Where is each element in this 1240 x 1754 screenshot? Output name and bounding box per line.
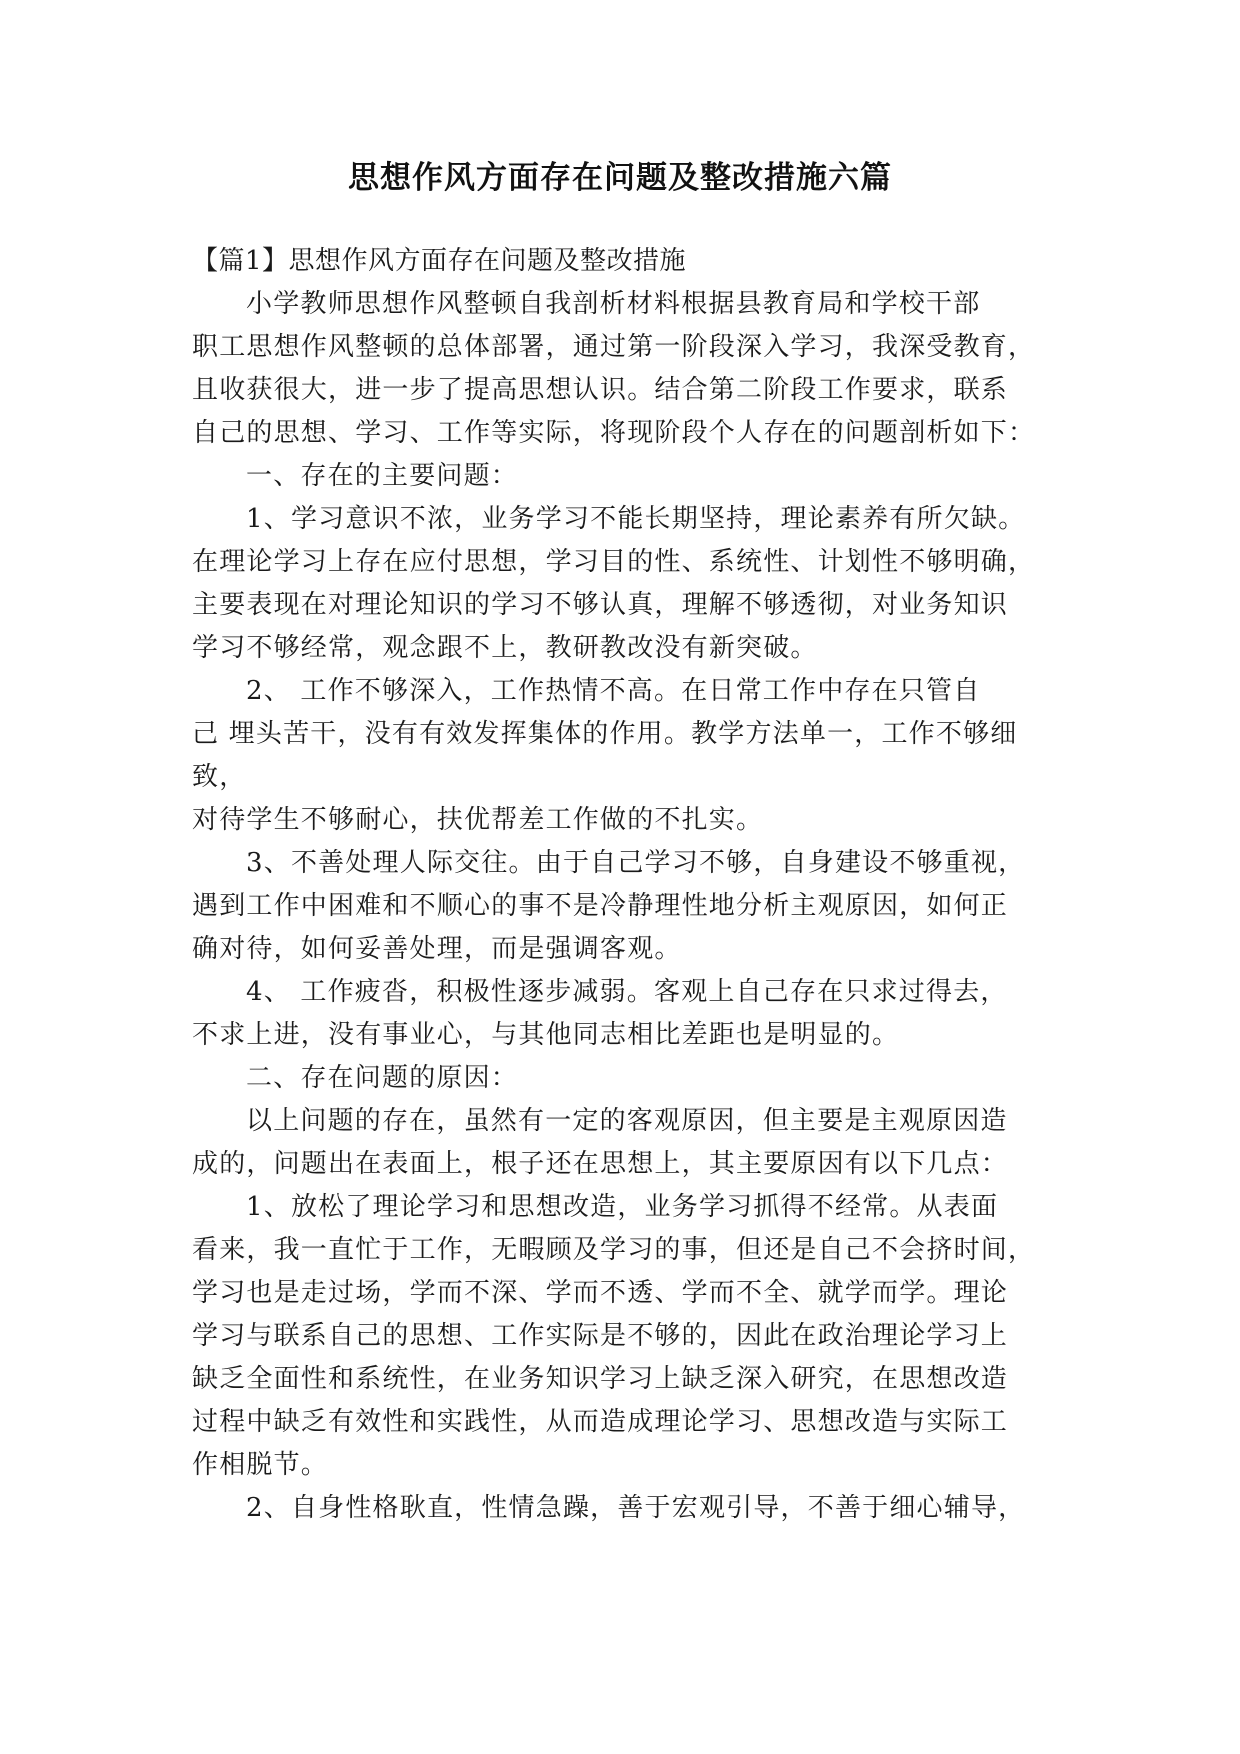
body-text-line: 3、不善处理人际交往。由于自己学习不够，自身建设不够重视， xyxy=(246,848,1026,878)
body-text-line: 看来，我一直忙于工作，无暇顾及学习的事，但还是自己不会挤时间， xyxy=(192,1235,1036,1265)
document-body xyxy=(192,240,1060,1530)
body-text-line: 一、存在的主要问题： xyxy=(246,461,519,491)
body-text-line: 不求上进，没有事业心，与其他同志相比差距也是明显的。 xyxy=(192,1020,900,1050)
document-title: 思想作风方面存在问题及整改措施六篇 xyxy=(348,160,892,196)
body-text-line: 作相脱节。 xyxy=(192,1450,329,1480)
body-text-line: 1、学习意识不浓，业务学习不能长期坚持，理论素养有所欠缺。 xyxy=(246,504,1026,534)
body-text-line: 二、存在问题的原因： xyxy=(246,1063,519,1093)
body-text-line: 致， xyxy=(192,762,247,792)
body-text-line: 2、 工作不够深入，工作热情不高。在日常工作中存在只管自 xyxy=(246,676,981,706)
body-text-line: 学习也是走过场，学而不深、学而不透、学而不全、就学而学。理论 xyxy=(192,1278,1009,1308)
body-text-line: 且收获很大，进一步了提高思想认识。结合第二阶段工作要求，联系 xyxy=(192,375,1009,405)
section-heading: 【篇1】思想作风方面存在问题及整改措施 xyxy=(192,246,687,276)
body-text-line: 缺乏全面性和系统性，在业务知识学习上缺乏深入研究，在思想改造 xyxy=(192,1364,1009,1394)
body-text-line: 以上问题的存在，虽然有一定的客观原因，但主要是主观原因造 xyxy=(246,1106,1008,1136)
body-text-line: 确对待，如何妥善处理，而是强调客观。 xyxy=(192,934,682,964)
body-text-line: 学习不够经常，观念跟不上，教研教改没有新突破。 xyxy=(192,633,818,663)
body-text-line: 成的，问题出在表面上，根子还在思想上，其主要原因有以下几点： xyxy=(192,1149,1009,1179)
body-text-line: 学习与联系自己的思想、工作实际是不够的，因此在政治理论学习上 xyxy=(192,1321,1009,1351)
body-text-line: 1、放松了理论学习和思想改造，业务学习抓得不经常。从表面 xyxy=(246,1192,999,1222)
body-text-line: 主要表现在对理论知识的学习不够认真，理解不够透彻，对业务知识 xyxy=(192,590,1009,620)
body-text-line: 遇到工作中困难和不顺心的事不是冷静理性地分析主观原因，如何正 xyxy=(192,891,1009,921)
body-text-line: 4、 工作疲沓，积极性逐步减弱。客观上自己存在只求过得去， xyxy=(246,977,1008,1007)
body-text-line: 2、自身性格耿直，性情急躁，善于宏观引导，不善于细心辅导， xyxy=(246,1493,1026,1523)
body-text-line: 职工思想作风整顿的总体部署，通过第一阶段深入学习，我深受教育， xyxy=(192,332,1036,362)
body-text-line: 在理论学习上存在应付思想，学习目的性、系统性、计划性不够明确， xyxy=(192,547,1036,577)
body-text-line: 对待学生不够耐心，扶优帮差工作做的不扎实。 xyxy=(192,805,764,835)
body-text-line: 己 埋头苦干，没有有效发挥集体的作用。教学方法单一，工作不够细 xyxy=(192,719,1018,749)
body-text-line: 自己的思想、学习、工作等实际，将现阶段个人存在的问题剖析如下： xyxy=(192,418,1036,448)
body-text-line: 过程中缺乏有效性和实践性，从而造成理论学习、思想改造与实际工 xyxy=(192,1407,1009,1437)
body-text-line: 小学教师思想作风整顿自我剖析材料根据县教育局和学校干部 xyxy=(246,289,981,319)
